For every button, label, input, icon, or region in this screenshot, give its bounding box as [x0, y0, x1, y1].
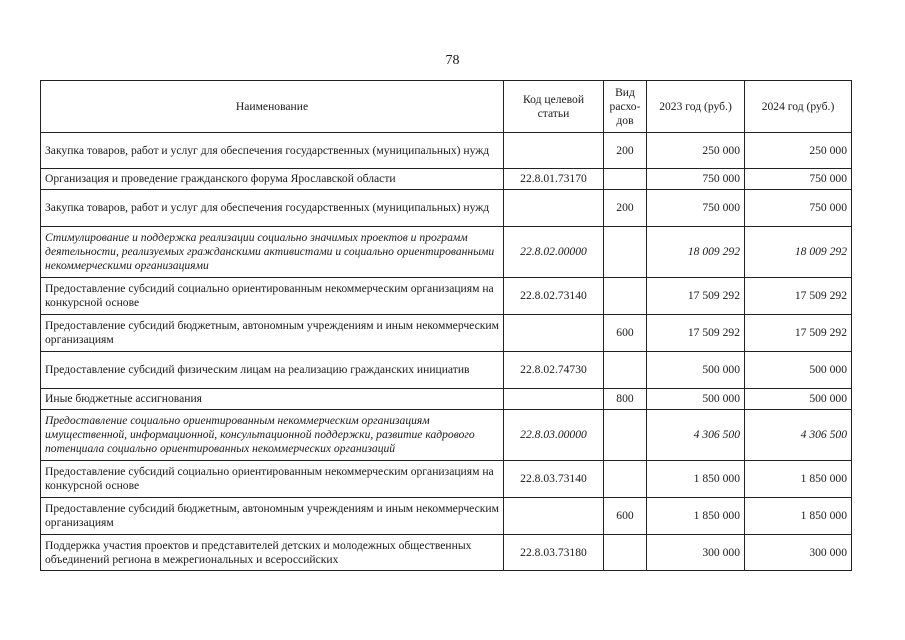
row-2023-cell: 1 850 000 — [647, 461, 745, 498]
row-2023-cell: 4 306 500 — [647, 410, 745, 461]
header-2024: 2024 год (руб.) — [745, 81, 852, 133]
row-name-cell: Предоставление субсидий бюджетным, автономным учреждениям и иным некоммерческим организациям — [41, 315, 504, 352]
row-2023-cell: 750 000 — [647, 169, 745, 190]
table-row — [41, 498, 852, 535]
row-code-cell: 22.8.03.73180 — [504, 535, 604, 571]
row-name-cell: Закупка товаров, работ и услуг для обеспечения государственных (муниципальных) нужд — [41, 190, 504, 227]
row-vid-cell: 200 — [604, 190, 647, 227]
page-number: 78 — [445, 53, 460, 68]
row-name-cell: Поддержка участия проектов и представителей детских и молодежных общественных объединений региона в межрегиональных и всероссийских — [41, 535, 504, 571]
table-header-row — [41, 81, 852, 133]
row-2023-cell: 17 509 292 — [647, 278, 745, 315]
row-2024-cell: 750 000 — [745, 169, 852, 190]
row-2024-cell: 1 850 000 — [745, 498, 852, 535]
row-2024-cell: 18 009 292 — [745, 227, 852, 278]
row-2023-cell: 17 509 292 — [647, 315, 745, 352]
header-name: Наименование — [41, 81, 504, 133]
table-row — [41, 169, 852, 190]
row-code-cell: 22.8.02.00000 — [504, 227, 604, 278]
table-row — [41, 389, 852, 410]
row-2024-cell: 4 306 500 — [745, 410, 852, 461]
row-code-cell — [504, 498, 604, 535]
table-row — [41, 315, 852, 352]
row-vid-cell — [604, 461, 647, 498]
row-name-cell: Предоставление социально ориентированным некоммерческим организациям имущественной, информационной, консультационной поддержки, развитие кадрового потенциала социально ориентированных некоммерческих организаций — [41, 410, 504, 461]
header-vid: Вид расхо-дов — [604, 81, 647, 133]
row-name-cell: Предоставление субсидий социально ориентированным некоммерческим организациям на конкурсной основе — [41, 278, 504, 315]
row-code-cell: 22.8.02.73140 — [504, 278, 604, 315]
row-vid-cell: 600 — [604, 498, 647, 535]
row-2023-cell: 250 000 — [647, 133, 745, 169]
row-code-cell: 22.8.03.73140 — [504, 461, 604, 498]
row-2023-cell: 750 000 — [647, 190, 745, 227]
row-name-cell: Предоставление субсидий социально ориентированным некоммерческим организациям на конкурсной основе — [41, 461, 504, 498]
row-name-cell: Предоставление субсидий бюджетным, автономным учреждениям и иным некоммерческим организациям — [41, 498, 504, 535]
table-row — [41, 227, 852, 278]
row-name-cell: Закупка товаров, работ и услуг для обеспечения государственных (муниципальных) нужд — [41, 133, 504, 169]
row-vid-cell — [604, 352, 647, 389]
row-2024-cell: 500 000 — [745, 352, 852, 389]
header-2023: 2023 год (руб.) — [647, 81, 745, 133]
row-name-cell: Предоставление субсидий физическим лицам на реализацию гражданских инициатив — [41, 352, 504, 389]
row-2024-cell: 250 000 — [745, 133, 852, 169]
row-name-cell: Иные бюджетные ассигнования — [41, 389, 504, 410]
row-code-cell — [504, 389, 604, 410]
table-row — [41, 278, 852, 315]
row-2024-cell: 750 000 — [745, 190, 852, 227]
row-vid-cell — [604, 227, 647, 278]
row-code-cell: 22.8.01.73170 — [504, 169, 604, 190]
row-vid-cell — [604, 535, 647, 571]
table-row — [41, 535, 852, 571]
row-vid-cell — [604, 278, 647, 315]
row-vid-cell: 600 — [604, 315, 647, 352]
row-vid-cell: 800 — [604, 389, 647, 410]
row-code-cell: 22.8.03.00000 — [504, 410, 604, 461]
table-row — [41, 410, 852, 461]
budget-table — [40, 80, 852, 571]
row-2023-cell: 500 000 — [647, 352, 745, 389]
row-2023-cell: 18 009 292 — [647, 227, 745, 278]
row-code-cell: 22.8.02.74730 — [504, 352, 604, 389]
row-2024-cell: 300 000 — [745, 535, 852, 571]
row-2024-cell: 1 850 000 — [745, 461, 852, 498]
row-name-cell: Организация и проведение гражданского форума Ярославской области — [41, 169, 504, 190]
row-2024-cell: 500 000 — [745, 389, 852, 410]
row-code-cell — [504, 315, 604, 352]
row-2023-cell: 500 000 — [647, 389, 745, 410]
row-code-cell — [504, 190, 604, 227]
row-2023-cell: 1 850 000 — [647, 498, 745, 535]
row-vid-cell: 200 — [604, 133, 647, 169]
row-vid-cell — [604, 169, 647, 190]
row-name-cell: Стимулирование и поддержка реализации социально значимых проектов и программ деятельности, реализуемых гражданскими активистами и социально ориентированными некоммерческими организациями — [41, 227, 504, 278]
row-2024-cell: 17 509 292 — [745, 315, 852, 352]
row-2024-cell: 17 509 292 — [745, 278, 852, 315]
row-vid-cell — [604, 410, 647, 461]
table-row — [41, 133, 852, 169]
table-row — [41, 352, 852, 389]
row-2023-cell: 300 000 — [647, 535, 745, 571]
header-code: Код целевой статьи — [504, 81, 604, 133]
table-row — [41, 461, 852, 498]
table-row — [41, 190, 852, 227]
row-code-cell — [504, 133, 604, 169]
